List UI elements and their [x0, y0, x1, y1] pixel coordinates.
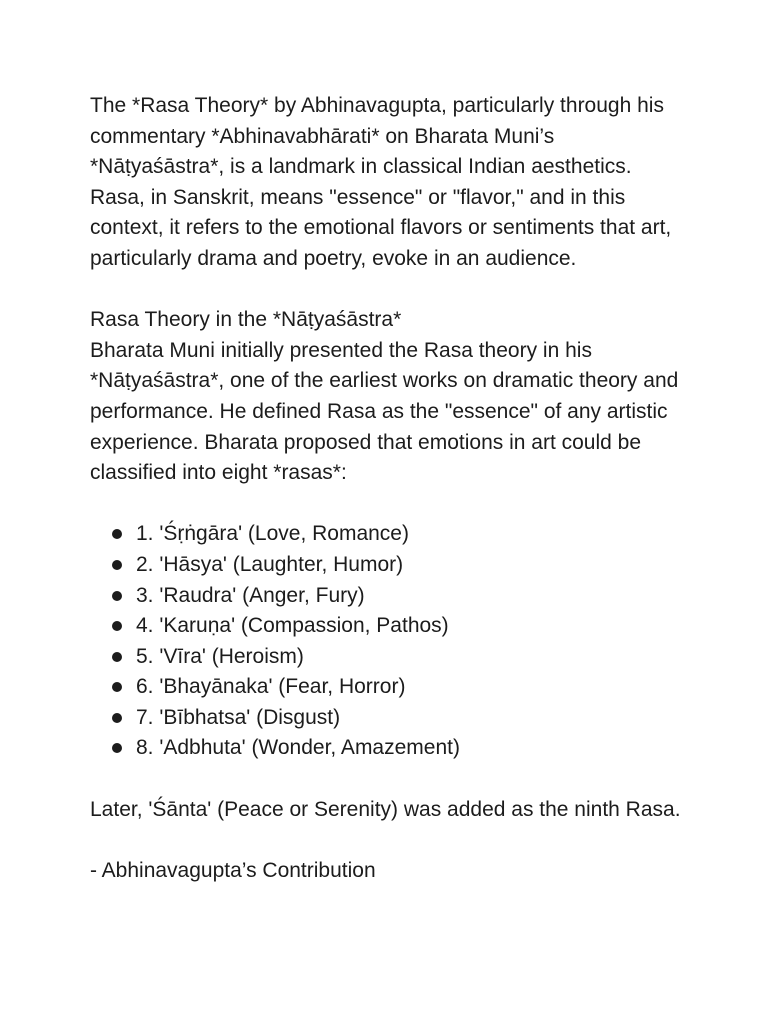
bullet-icon	[112, 713, 122, 723]
list-item-text: 5. 'Vīra' (Heroism)	[136, 644, 304, 668]
spacer	[90, 489, 690, 520]
ninth-rasa-paragraph: Later, 'Śānta' (Peace or Serenity) was added as the ninth Rasa.	[90, 797, 681, 821]
rasa-list	[90, 519, 690, 764]
list-item	[112, 672, 690, 703]
bullet-icon	[112, 621, 122, 631]
section-heading-contribution: - Abhinavagupta’s Contribution	[90, 858, 376, 882]
list-item	[112, 519, 690, 550]
bullet-icon	[112, 591, 122, 601]
bullet-icon	[112, 529, 122, 539]
bullet-icon	[112, 743, 122, 753]
intro-paragraph: The *Rasa Theory* by Abhinavagupta, particularly through his commentary *Abhinavabhārati* on Bharata Muni’s *Nāṭyaśāstra*, is a landmark in classical Indian aesthetics. Rasa, in Sanskrit, means "essence" or "flavor," and in this context, it refers to the emotional flavors or sentiments that art, particularly drama and poetry, evoke in an audience.	[90, 94, 672, 270]
list-item-text: 1. 'Śṛṅgāra' (Love, Romance)	[136, 522, 409, 546]
list-item-text: 3. 'Raudra' (Anger, Fury)	[136, 583, 365, 607]
list-item-text: 7. 'Bībhatsa' (Disgust)	[136, 705, 341, 729]
list-item-text: 2. 'Hāsya' (Laughter, Humor)	[136, 552, 404, 576]
bullet-icon	[112, 560, 122, 570]
bullet-icon	[112, 652, 122, 662]
section-heading-natyashastra: Rasa Theory in the *Nāṭyaśāstra*	[90, 308, 402, 332]
natyashastra-paragraph: Bharata Muni initially presented the Rasa theory in his *Nāṭyaśāstra*, one of the earliest works on dramatic theory and performance. He defined Rasa as the "essence" of any artistic experience. Bharata proposed that emotions in art could be classified into eight *rasas*:	[90, 338, 679, 485]
bullet-icon	[112, 682, 122, 692]
list-item-text: 8. 'Adbhuta' (Wonder, Amazement)	[136, 736, 460, 760]
list-item	[112, 581, 690, 612]
spacer	[90, 764, 690, 795]
list-item-text: 6. 'Bhayānaka' (Fear, Horror)	[136, 675, 406, 699]
list-item	[112, 703, 690, 734]
list-item	[112, 733, 690, 764]
list-item-text: 4. 'Karuṇa' (Compassion, Pathos)	[136, 614, 449, 638]
list-item	[112, 642, 690, 673]
spacer	[90, 825, 690, 856]
spacer	[90, 275, 690, 306]
list-item	[112, 611, 690, 642]
document-page	[90, 91, 690, 886]
list-item	[112, 550, 690, 581]
